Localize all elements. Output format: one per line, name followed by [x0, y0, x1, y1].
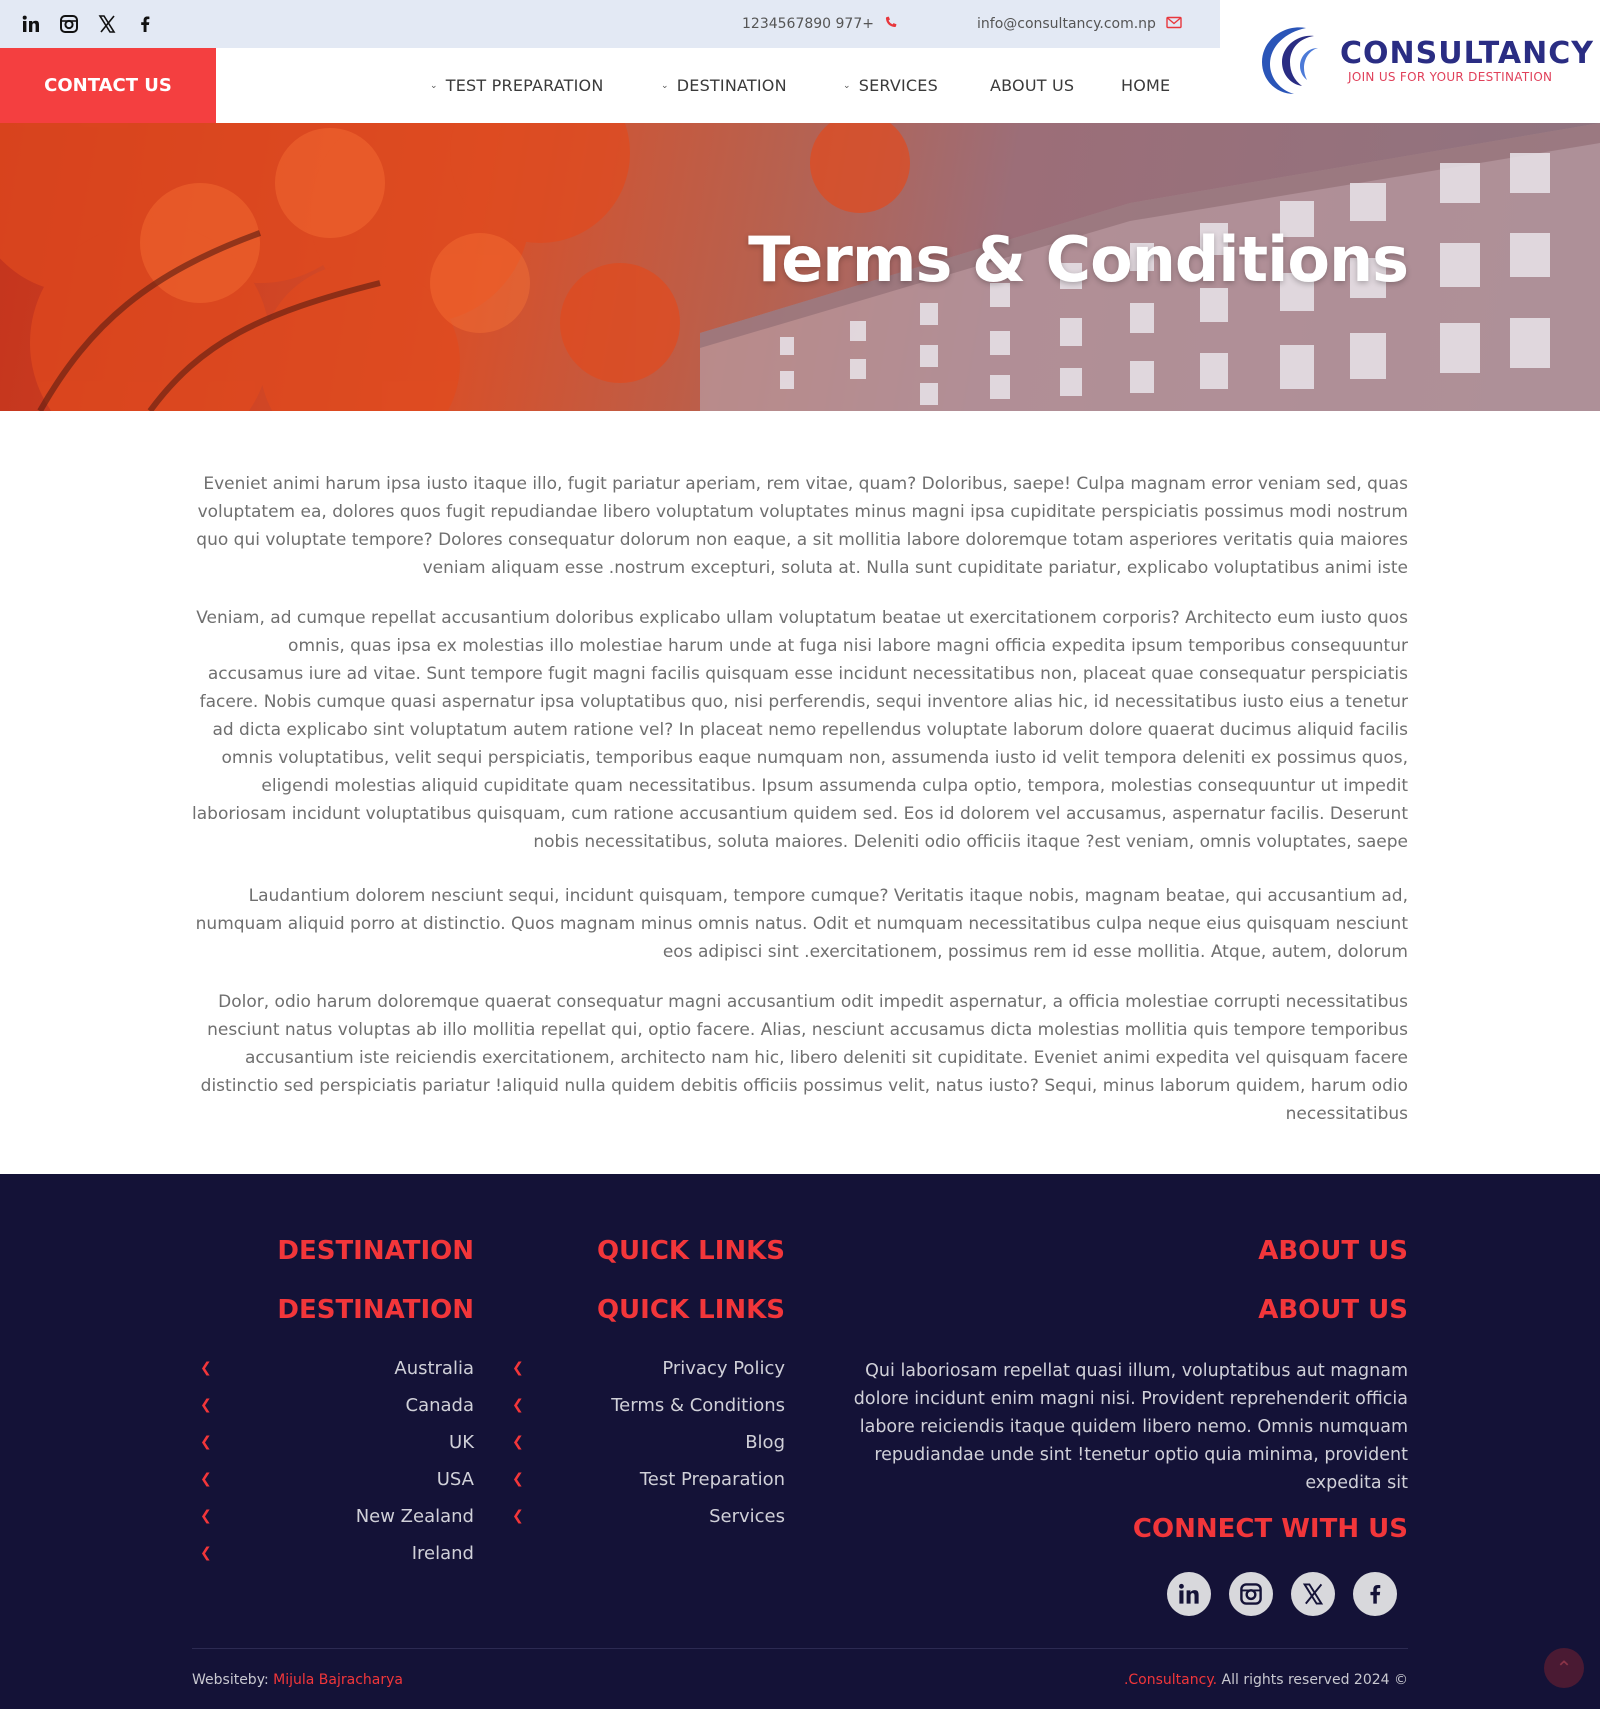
link-label: UK	[449, 1432, 474, 1453]
footer-destination-heading: DESTINATION	[277, 1295, 474, 1325]
quick-link[interactable]	[512, 1506, 785, 1543]
chevron-left-icon: ❮	[200, 1508, 212, 1524]
connect-heading: CONNECT WITH US	[1132, 1514, 1408, 1544]
link-label: Blog	[745, 1432, 785, 1453]
nav-label: TEST PREPARATION	[445, 76, 604, 95]
link-label: Australia	[394, 1358, 474, 1379]
top-bar	[0, 0, 1220, 48]
terms-paragraph: Veniam, ad cumque repellat accusantium doloribus explicabo ullam voluptatum beatae ut exercitationem corporis? Architecto eum iusto quos omnis, quas ipsa ex molestias illo molestiae harum unde at fuga nisi labore magni officia expedita ipsum temporibus consequuntur accusamus iure ad vitae. Sunt tempore fugit magni facilis quisquam esse incidunt necessitatibus non, placeat quae consequatur perspiciatis facere. Nobis cumque quasi aspernatur ipsa voluptatibus quo, nisi perferendis, sequi inventore alias hic, id necessitatibus iusto eius a tenetur ad dicta explicabo sint voluptatum autem ratione vel? In placeat nemo repellendus voluptate laborum dolore quaerat ducimus aliquid facilis omnis voluptatibus, velit sequi perspiciatis, temporibus eaque numquam non, assumenda iusto id velit tempora deleniti ex possimus quos, eligendi molestias aliquid cupiditate quam necessitatibus. Ipsum assumenda culpa optio, tempora, molestias consequuntur ut impedit laboriosam incidunt voluptatibus quisquam, cum ratione accusantium quidem sed. Eos id dolorem vel accusamus, aspernatur facilis. Deserunt nobis necessitatibus, soluta maiores. Deleniti odio officiis itaque ?est veniam, omnis voluptates, saepe	[192, 608, 1408, 852]
email-contact[interactable]	[977, 0, 1182, 48]
footer-about-heading: ABOUT US	[1258, 1236, 1408, 1266]
destination-link[interactable]	[200, 1432, 474, 1469]
link-label: USA	[436, 1469, 474, 1490]
link-label: Privacy Policy	[662, 1358, 785, 1379]
page-title: Terms & Conditions	[748, 223, 1408, 296]
logo-name: CONSULTANCY	[1340, 36, 1594, 71]
quick-link[interactable]	[512, 1432, 785, 1469]
site-logo[interactable]	[1220, 0, 1600, 123]
logo-tagline: JOIN US FOR YOUR DESTINATION	[1348, 70, 1553, 84]
chevron-left-icon: ❮	[512, 1397, 524, 1413]
terms-paragraph: Dolor, odio harum doloremque quaerat consequatur magni accusantium odit impedit aspernatur, a officia molestiae corrupti necessitatibus nesciunt natus voluptas ab illo mollitia repellat qui, optio facere. Alias, nesciunt accusamus dicta molestias mollitia quis tempore temporibus accusantium iste reiciendis exercitationem, architecto nam hic, libero deleniti sit cupiditate. Eveniet animi expedita vel quisquam facere distinctio sed perspiciatis pariatur !aliquid nulla quidem debitis officiis possimus velit, natus iusto? Sequi, minus laborum quidem, harum odio necessitatibus	[200, 992, 1408, 1124]
nav-item-destination[interactable]	[661, 48, 787, 123]
scroll-to-top-button[interactable]	[1544, 1648, 1584, 1688]
chevron-left-icon: ❮	[512, 1471, 524, 1487]
chevron-down-icon: ⌄	[430, 80, 438, 91]
nav-item-home[interactable]	[1121, 48, 1170, 123]
phone-icon	[884, 16, 897, 33]
instagram-icon[interactable]	[56, 12, 82, 36]
chevron-left-icon: ❮	[200, 1471, 212, 1487]
nav-label: ABOUT US	[990, 76, 1075, 95]
quick-link[interactable]	[512, 1469, 785, 1506]
destination-link[interactable]	[200, 1358, 474, 1395]
quick-link[interactable]	[512, 1358, 785, 1395]
instagram-icon[interactable]	[1229, 1572, 1273, 1616]
destination-link[interactable]	[200, 1543, 474, 1580]
contact-us-button[interactable]: CONTACT US	[0, 48, 216, 123]
destination-link[interactable]	[200, 1395, 474, 1432]
chevron-left-icon: ❮	[200, 1545, 212, 1561]
email-address: info@consultancy.com.np	[977, 16, 1156, 32]
credit-prefix: Websiteby:	[192, 1672, 269, 1688]
footer-about-text: Qui laboriosam repellat quasi illum, voluptatibus aut magnam dolore incidunt enim magni nisi. Provident reprehenderit officia labore reiciendis itaque quidem libero nemo. Omnis numquam repudiandae unde sint !tenetur optio quia minima, provident expedita sit	[853, 1361, 1408, 1493]
chevron-left-icon: ❮	[512, 1508, 524, 1524]
footer-quick-links-heading: QUICK LINKS	[596, 1236, 785, 1266]
credit-author-link[interactable]: Mijula Bajracharya	[273, 1672, 403, 1688]
chevron-left-icon: ❮	[512, 1434, 524, 1450]
chevron-left-icon: ❮	[200, 1360, 212, 1376]
link-label: Ireland	[411, 1543, 474, 1564]
hero-banner	[0, 123, 1600, 411]
footer-destination-heading: DESTINATION	[277, 1236, 474, 1266]
chevron-up-icon: ⌃	[1555, 1656, 1573, 1680]
linkedin-icon[interactable]	[1167, 1572, 1211, 1616]
terms-content	[192, 470, 1408, 1150]
terms-paragraph: Eveniet animi harum ipsa iusto itaque illo, fugit pariatur aperiam, rem vitae, quam? Doloribus, saepe! Culpa magnam error veniam sed, quas voluptatem ea, dolores quos fugit repudiandae libero voluptatum voluptates minus magni ipsa cupiditate perspiciatis possimus modi nostrum quo qui voluptate tempore? Dolores consequatur dolorum non eaque, a sit mollitia labore doloremque totam asperiores veritatis quia maiores veniam aliquam esse .nostrum excepturi, soluta at. Nulla sunt cupiditate pariatur, explicabo voluptatibus animi iste	[196, 474, 1408, 578]
link-label: New Zealand	[355, 1506, 474, 1527]
phone-contact[interactable]	[742, 0, 897, 48]
link-label: Canada	[405, 1395, 474, 1416]
chevron-down-icon: ⌄	[661, 80, 669, 91]
chevron-down-icon: ⌄	[843, 80, 851, 91]
envelope-icon	[1166, 16, 1182, 33]
nav-item-services[interactable]	[843, 48, 938, 123]
nav-item-about-us[interactable]	[990, 48, 1074, 123]
quick-links-list	[512, 1358, 785, 1543]
main-navigation	[216, 48, 1220, 123]
nav-label: HOME	[1121, 76, 1171, 95]
terms-paragraph: Laudantium dolorem nesciunt sequi, incidunt quisquam, tempore cumque? Veritatis itaque nobis, magnam beatae, qui accusantium ad, numquam aliquid porro at distinctio. Quos magnam minus omnis natus. Odit et numquam necessitatibus culpa neque eius quisquam nesciunt eos adipisci sint .exercitationem, possimus rem id esse mollitia. Atque, autem, dolorum	[195, 886, 1408, 962]
footer-social-links	[1167, 1572, 1397, 1616]
logo-swoosh-icon	[1254, 22, 1330, 98]
top-social-links	[18, 12, 158, 36]
chevron-left-icon: ❮	[512, 1360, 524, 1376]
x-icon[interactable]	[1291, 1572, 1335, 1616]
copyright-brand-link[interactable]: .Consultancy.	[1123, 1672, 1218, 1688]
footer-quick-links-heading: QUICK LINKS	[596, 1295, 785, 1325]
destination-link[interactable]	[200, 1506, 474, 1543]
link-label: Services	[709, 1506, 785, 1527]
x-icon[interactable]	[94, 12, 120, 36]
facebook-icon[interactable]	[1353, 1572, 1397, 1616]
chevron-left-icon: ❮	[200, 1434, 212, 1450]
link-label: Test Preparation	[639, 1469, 785, 1490]
facebook-icon[interactable]	[132, 12, 158, 36]
destination-list	[200, 1358, 474, 1580]
nav-label: DESTINATION	[676, 76, 787, 95]
linkedin-icon[interactable]	[18, 12, 44, 36]
quick-link[interactable]	[512, 1395, 785, 1432]
footer-credit	[192, 1672, 403, 1688]
footer-divider	[192, 1648, 1408, 1649]
chevron-left-icon: ❮	[200, 1397, 212, 1413]
link-label: Terms & Conditions	[611, 1395, 785, 1416]
copyright-text: All rights reserved 2024 ©	[1221, 1672, 1408, 1688]
footer-about-heading: ABOUT US	[1258, 1295, 1408, 1325]
phone-number: 1234567890 977+	[742, 16, 874, 32]
nav-label: SERVICES	[858, 76, 938, 95]
destination-link[interactable]	[200, 1469, 474, 1506]
nav-item-test-preparation[interactable]	[430, 48, 604, 123]
footer-copyright	[1124, 1672, 1408, 1688]
